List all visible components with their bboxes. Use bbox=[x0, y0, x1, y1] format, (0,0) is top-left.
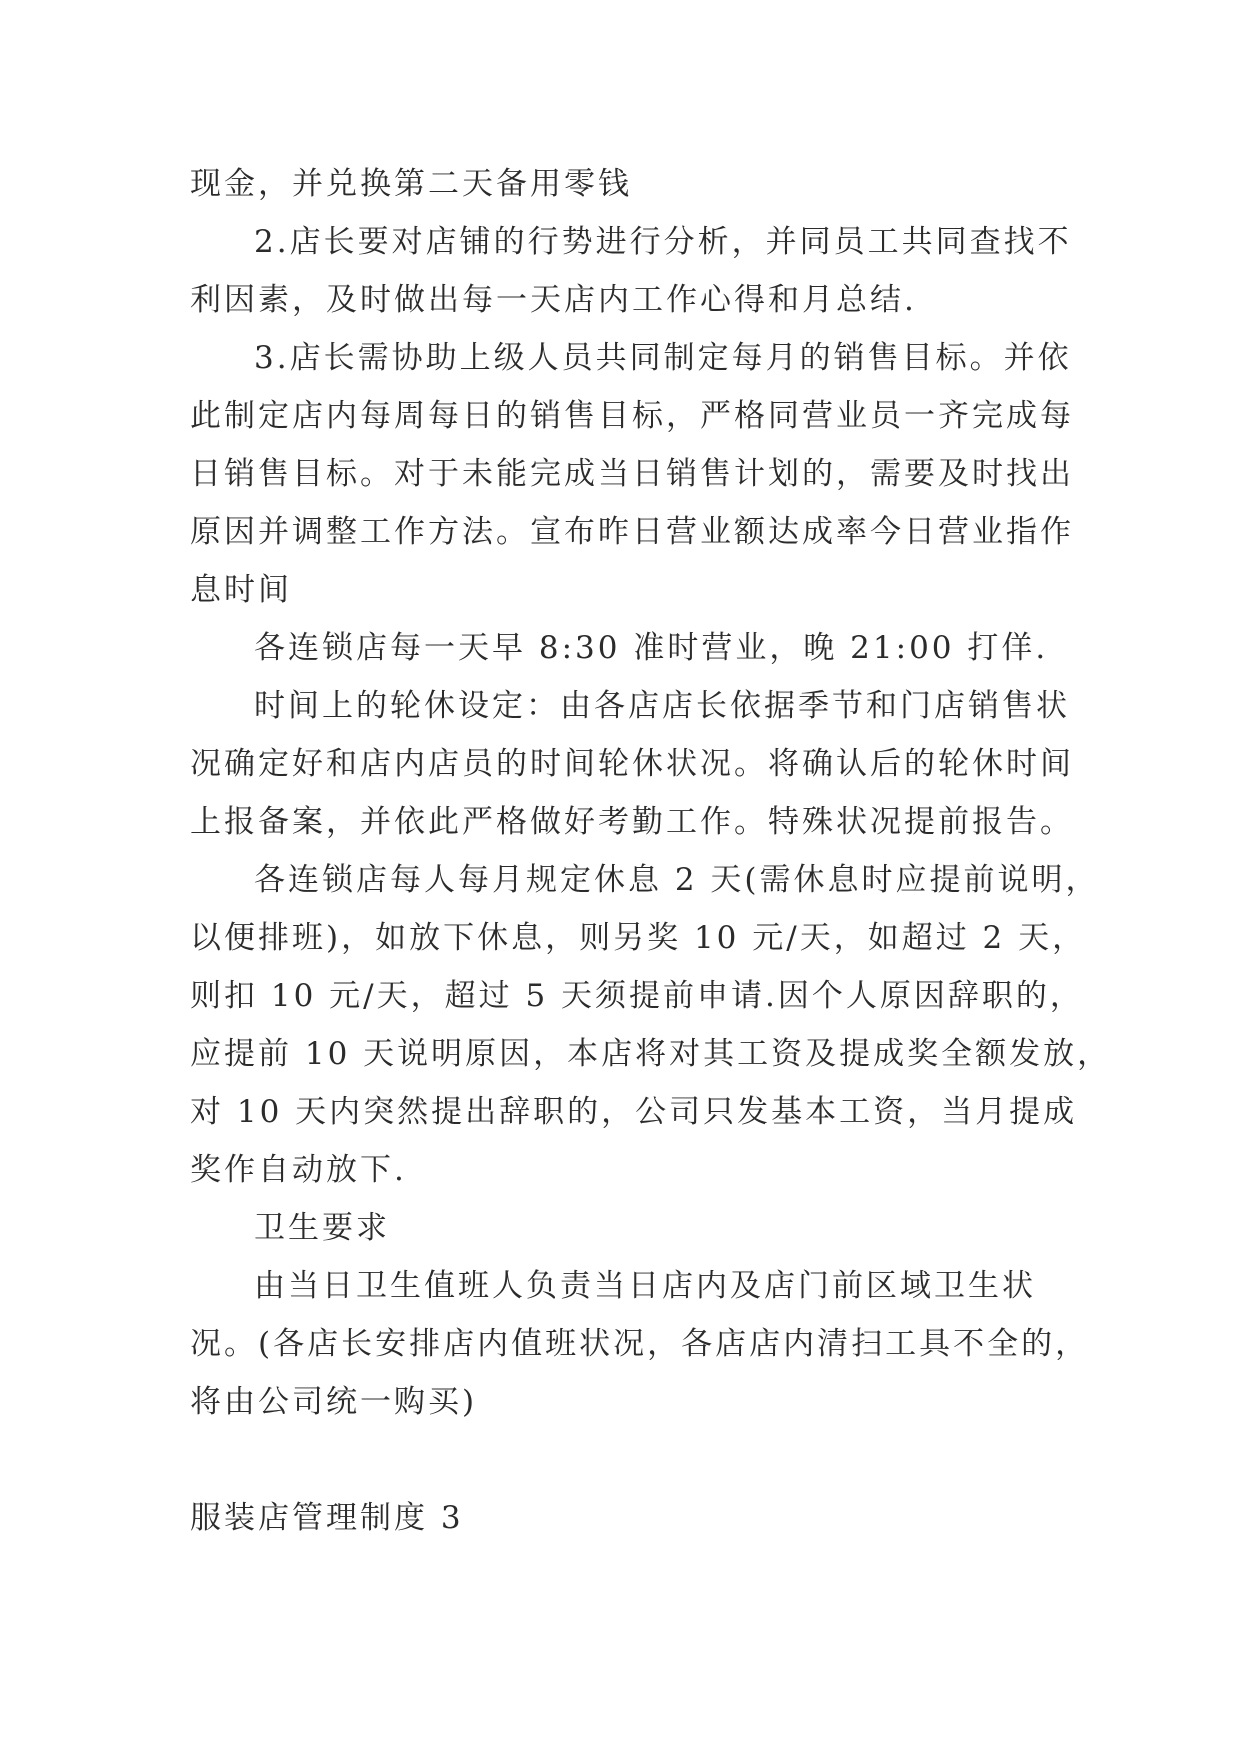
text-line-5: 此制定店内每周每日的销售目标，严格同营业员一齐完成每 bbox=[190, 398, 1074, 434]
text-line-16: 应提前 10 天说明原因，本店将对其工资及提成奖全额发放， bbox=[190, 1036, 1112, 1072]
text-line-14: 以便排班)，如放下休息，则另奖 10 元/天，如超过 2 天， bbox=[190, 920, 1087, 956]
text-line-9: 各连锁店每一天早 8:30 准时营业，晚 21:00 打佯. bbox=[254, 630, 1049, 666]
text-line-11: 况确定好和店内店员的时间轮休状况。将确认后的轮休时间 bbox=[190, 746, 1074, 782]
section-title: 服装店管理制度 3 bbox=[190, 1500, 464, 1536]
text-line-2: 2.店长要对店铺的行势进行分析，并同员工共同查找不 bbox=[254, 224, 1072, 260]
text-line-7: 原因并调整工作方法。宣布昨日营业额达成率今日营业指作 bbox=[190, 514, 1074, 550]
text-line-3: 利因素，及时做出每一天店内工作心得和月总结. bbox=[190, 282, 917, 318]
text-line-4: 3.店长需协助上级人员共同制定每月的销售目标。并依 bbox=[254, 340, 1072, 376]
text-line-8: 息时间 bbox=[190, 572, 292, 608]
text-line-13: 各连锁店每人每月规定休息 2 天(需休息时应提前说明， bbox=[254, 862, 1100, 898]
text-line-18: 奖作自动放下. bbox=[190, 1152, 407, 1188]
text-line-21: 况。(各店长安排店内值班状况，各店店内清扫工具不全的， bbox=[190, 1326, 1090, 1362]
text-line-1: 现金，并兑换第二天备用零钱 bbox=[190, 166, 632, 202]
section-heading-hygiene: 卫生要求 bbox=[254, 1210, 390, 1246]
text-line-6: 日销售目标。对于未能完成当日销售计划的，需要及时找出 bbox=[190, 456, 1074, 492]
text-line-20: 由当日卫生值班人负责当日店内及店门前区域卫生状 bbox=[254, 1268, 1036, 1304]
text-line-15: 则扣 10 元/天，超过 5 天须提前申请.因个人原因辞职的， bbox=[190, 978, 1084, 1014]
text-line-12: 上报备案，并依此严格做好考勤工作。特殊状况提前报告。 bbox=[190, 804, 1074, 840]
text-line-17: 对 10 天内突然提出辞职的，公司只发基本工资，当月提成 bbox=[190, 1094, 1078, 1130]
text-line-22: 将由公司统一购买) bbox=[190, 1384, 478, 1420]
text-line-10: 时间上的轮休设定：由各店店长依据季节和门店销售状 bbox=[254, 688, 1070, 724]
